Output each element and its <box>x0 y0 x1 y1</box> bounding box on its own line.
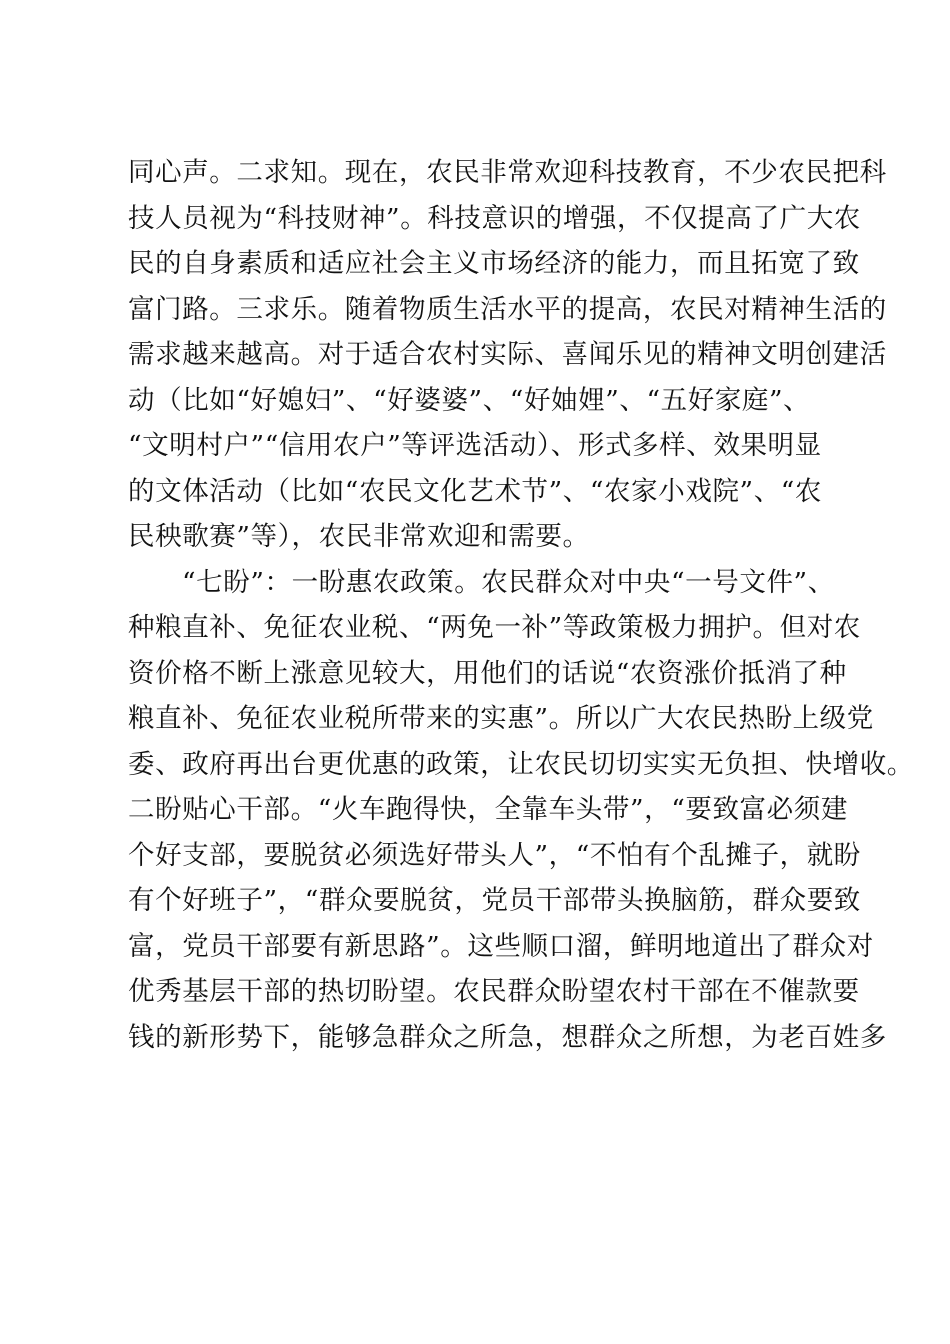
paragraph-1 <box>128 150 887 560</box>
text-line: 富，党员干部要有新思路”。这些顺口溜，鲜明地道出了群众对 <box>128 930 874 962</box>
text-line: 富门路。三求乐。随着物质生活水平的提高，农民对精神生活的 <box>128 293 887 325</box>
text-line: 种粮直补、免征农业税、“两免一补”等政策极力拥护。但对农 <box>128 612 861 643</box>
text-line: 优秀基层干部的热切盼望。农民群众盼望农村干部在不催款要 <box>128 976 860 1007</box>
text-line: 的文体活动（比如“农民文化艺术节”、“农家小戏院”、“农 <box>128 475 823 507</box>
text-line: 民秧歌赛”等），农民非常欢迎和需要。 <box>128 521 590 552</box>
text-line: 钱的新形势下，能够急群众之所急，想群众之所想，为老百姓多 <box>128 1021 887 1053</box>
document-body <box>128 150 914 1060</box>
text-line: 动（比如“好媳妇”、“好婆婆”、“好妯娌”、“五好家庭”、 <box>128 384 811 416</box>
paragraph-2 <box>128 560 914 1061</box>
text-line: 同心声。二求知。现在，农民非常欢迎科技教育，不少农民把科 <box>128 157 887 188</box>
text-line: 需求越来越高。对于适合农村实际、喜闻乐见的精神文明创建活 <box>128 339 887 370</box>
text-line: “文明村户”“信用农户”等评选活动）、形式多样、效果明显 <box>128 430 822 461</box>
text-line: 委、政府再出台更优惠的政策，让农民切切实实无负担、快增收。 <box>128 748 914 780</box>
text-line: 资价格不断上涨意见较大，用他们的话说“农资涨价抵消了种 <box>128 657 847 689</box>
text-line: “七盼”：一盼惠农政策。农民群众对中央“一号文件”、 <box>182 566 835 598</box>
text-line: 有个好班子”，“群众要脱贫，党员干部带头换脑筋，群众要致 <box>128 885 861 916</box>
text-line: 个好支部，要脱贫必须选好带头人”，“不怕有个乱摊子，就盼 <box>128 839 861 871</box>
text-line: 粮直补、免征农业税所带来的实惠”。所以广大农民热盼上级党 <box>128 703 874 734</box>
text-line: 民的自身素质和适应社会主义市场经济的能力，而且拓宽了致 <box>128 248 860 279</box>
text-line: 二盼贴心干部。“火车跑得快，全靠车头带”，“要致富必须建 <box>128 794 848 825</box>
text-line: 技人员视为“科技财神”。科技意识的增强，不仅提高了广大农 <box>128 202 861 234</box>
